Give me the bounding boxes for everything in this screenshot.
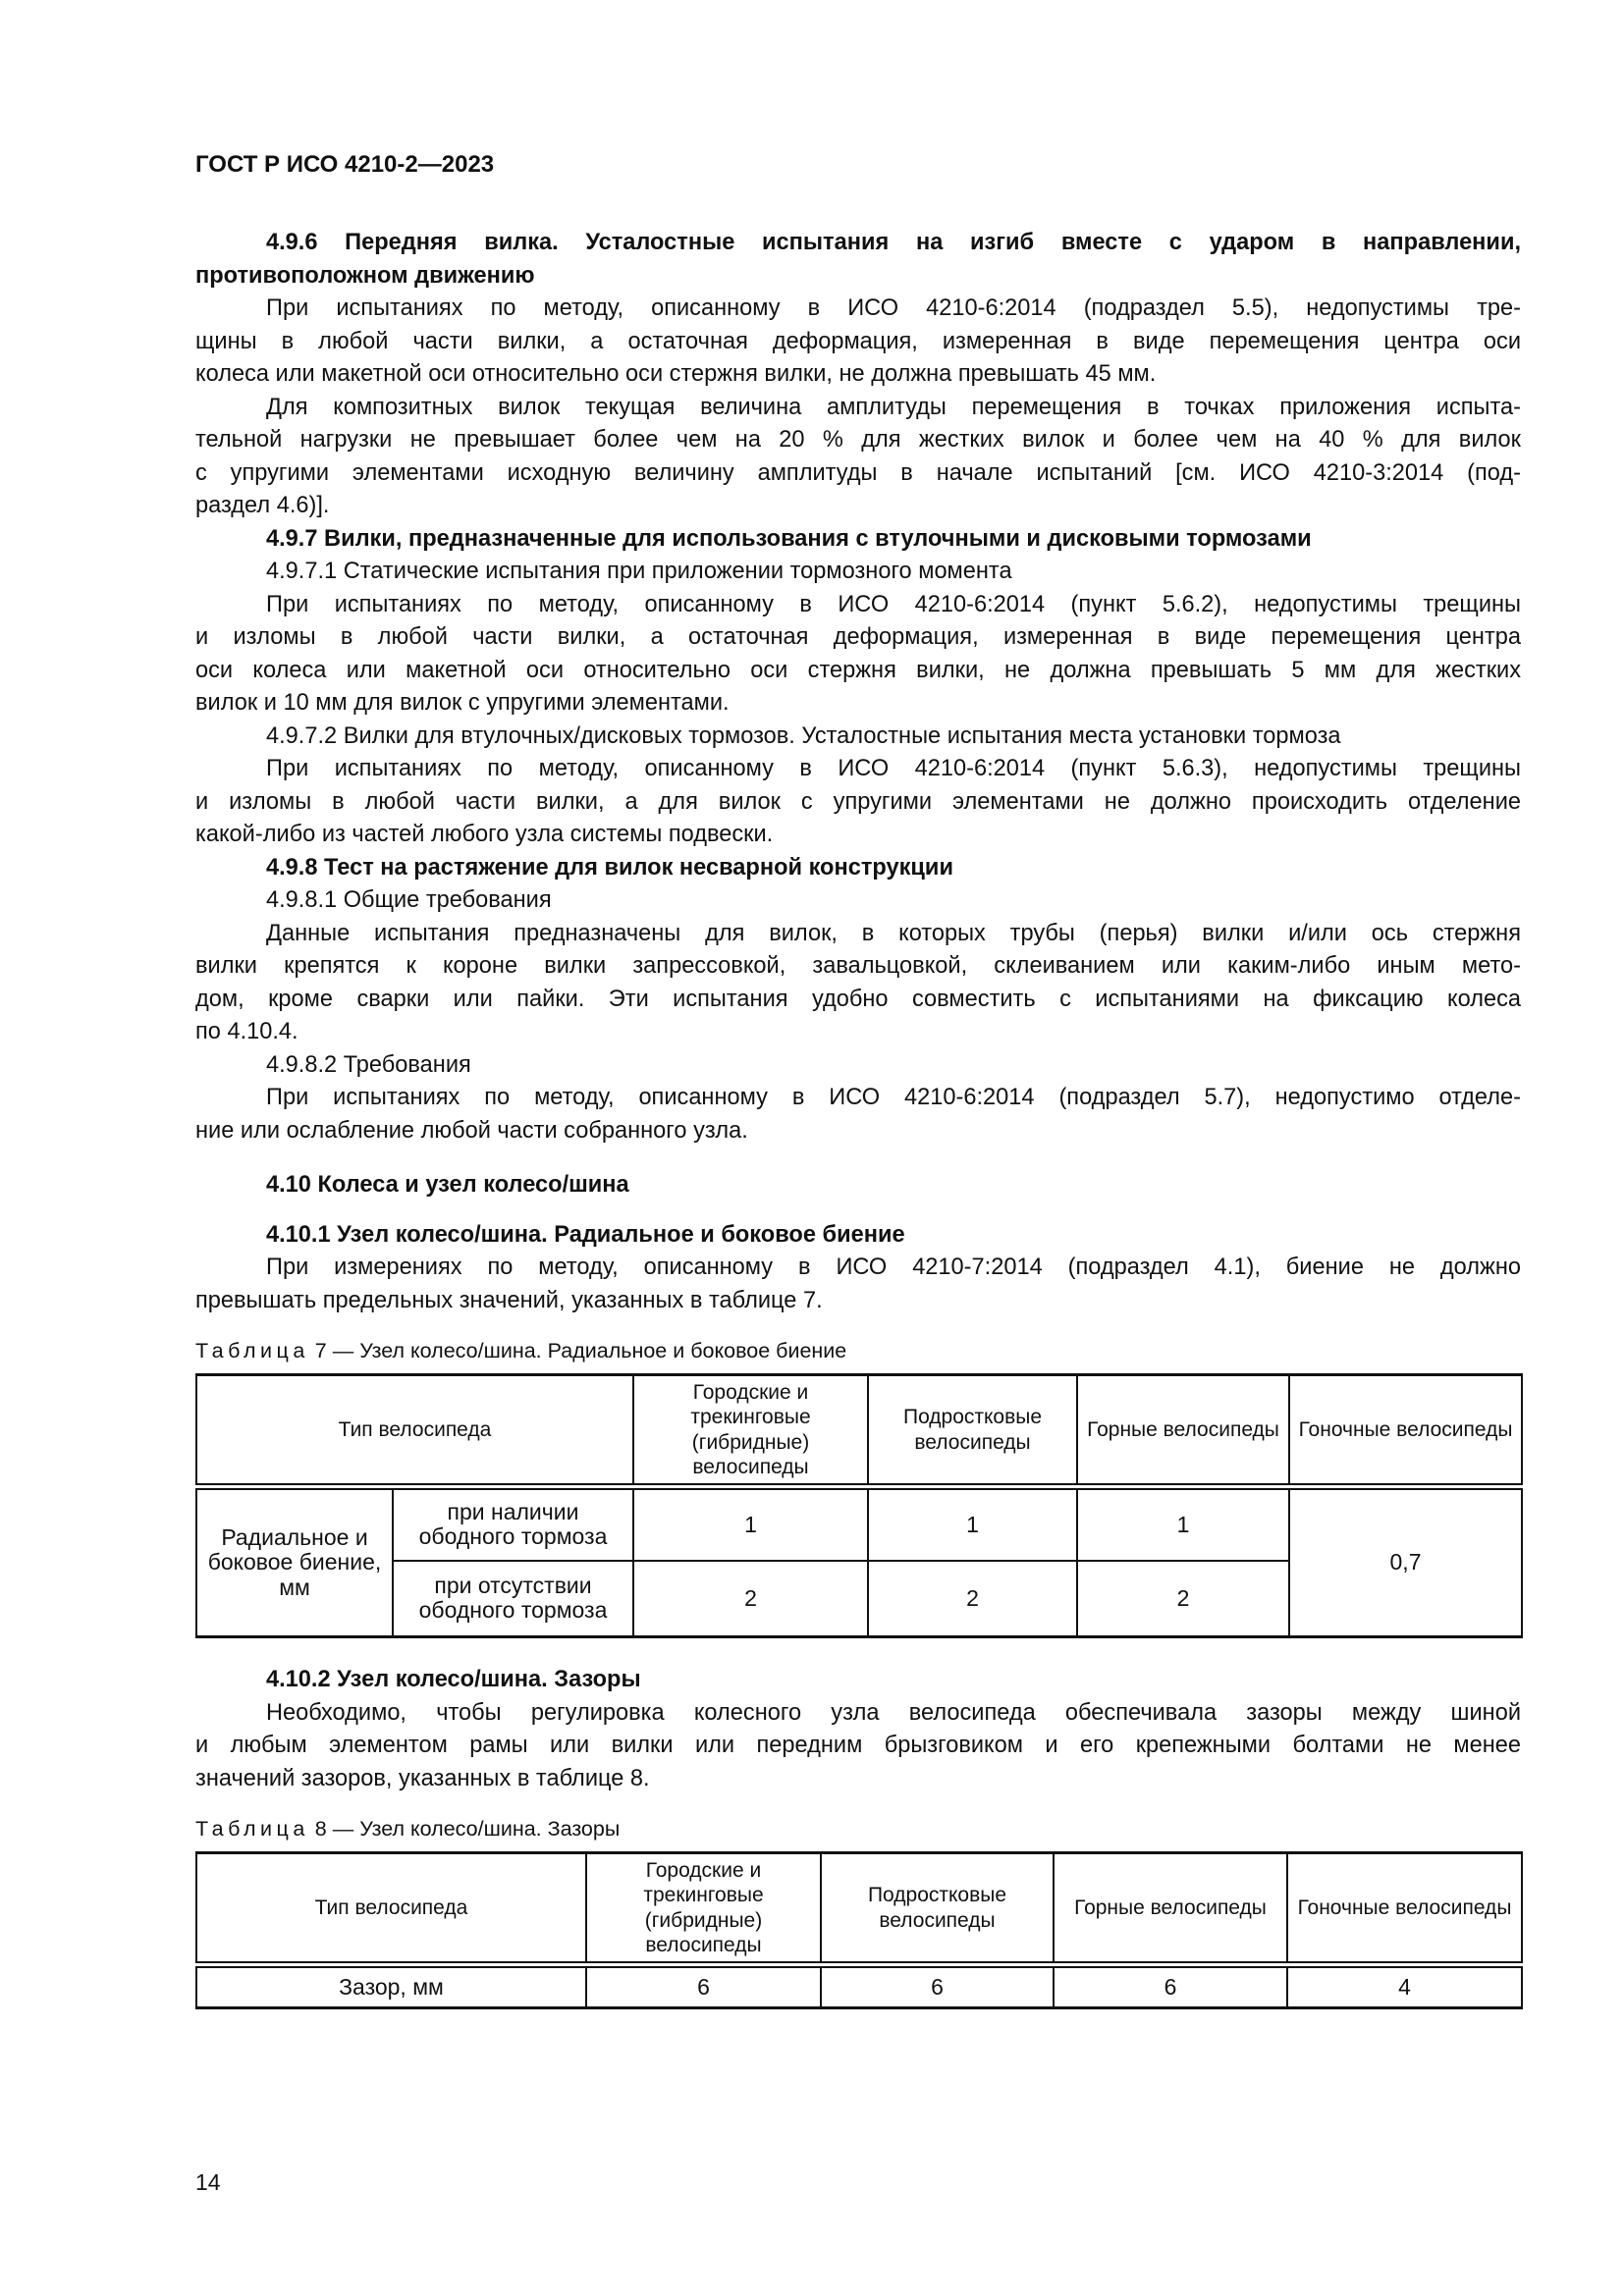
text-line: 4.9.8.2 Требования — [266, 1051, 471, 1078]
column-header: Гоночные велосипеды — [1287, 1853, 1522, 1965]
text-line: 4.9.6 Передняя вилка. Усталостные испытания на изгиб вместе с ударом в направлении, — [266, 230, 1521, 255]
text-line: дом, кроме сварки или пайки. Эти испытания удобно совместить с испытаниями на фиксацию колеса — [195, 986, 1521, 1012]
value-cell: 6 — [586, 1965, 821, 2008]
text-line: по 4.10.4. — [195, 1019, 298, 1044]
heading-4-9-6 — [195, 227, 1521, 293]
paragraph — [195, 918, 1521, 1049]
table-7-runout — [195, 1373, 1523, 1638]
column-header: Городские и трекинговые (гибридные) велосипеды — [633, 1375, 868, 1487]
table-row — [196, 1487, 1522, 1561]
heading-4-10-1 — [195, 1219, 1521, 1253]
text-line: тельной нагрузки не превышает более чем на 20 % для жестких вилок и более чем на 40 % для вилок — [195, 427, 1521, 453]
text-line: 4.10.1 Узел колесо/шина. Радиальное и боковое биение — [266, 1221, 905, 1248]
text-line: с упругими элементами исходную величину амплитуды в начале испытаний [см. ИСО 4210-3:2014 (под- — [195, 459, 1521, 486]
table-label: Таблица — [195, 1339, 309, 1362]
table-8-clearances — [195, 1851, 1523, 2009]
text-line: раздел 4.6)]. — [195, 493, 330, 518]
text-line: Необходимо, чтобы регулировка колесного узла велосипеда обеспечивала зазоры между шиной — [266, 1699, 1521, 1726]
table-title: 7 — Узел колесо/шина. Радиальное и боковое биение — [308, 1339, 847, 1362]
column-header: Горные велосипеды — [1077, 1375, 1289, 1487]
text-line: 4.10 Колеса и узел колесо/шина — [266, 1172, 629, 1198]
table-label: Таблица — [195, 1817, 309, 1841]
text-line: При испытаниях по методу, описанному в ИСО 4210-6:2014 (пункт 5.6.3), недопустимы трещины — [266, 756, 1521, 781]
column-header: Подростковые велосипеды — [821, 1853, 1054, 1965]
text-line: ние или ослабление любой части собранного узла. — [195, 1117, 748, 1144]
text-line: 4.9.7 Вилки, предназначенные для использования с втулочными и дисковыми тормозами — [266, 525, 1312, 552]
text-line: 4.9.8.1 Общие требования — [266, 887, 552, 913]
text-line: Данные испытания предназначены для вилок, в которых трубы (перья) вилки и/или ось стержня — [266, 920, 1521, 946]
subheading-4-9-8-2 — [195, 1049, 1521, 1083]
value-cell: 2 — [868, 1561, 1077, 1637]
value-cell: 6 — [821, 1965, 1054, 2008]
heading-4-9-7 — [195, 523, 1521, 557]
text-line: При испытаниях по методу, описанному в ИСО 4210-6:2014 (подраздел 5.7), недопустимо отделе- — [266, 1085, 1521, 1110]
text-line: При испытаниях по методу, описанному в ИСО 4210-6:2014 (пункт 5.6.2), недопустимы трещины — [266, 591, 1521, 617]
table-7-caption — [195, 1334, 1521, 1367]
paragraph — [195, 1082, 1521, 1148]
text-line: и изломы в любой части вилки, а для вилок с упругими элементами не должно происходить отделение — [195, 788, 1521, 815]
text-line: щины в любой части вилки, а остаточная деформация, измеренная в виде перемещения центра оси — [195, 328, 1521, 354]
subheading-4-9-7-2 — [195, 721, 1521, 754]
table-8-caption — [195, 1812, 1521, 1845]
text-line: колеса или макетной оси относительно оси стержня вилки, не должна превышать 45 мм. — [195, 361, 1157, 387]
paragraph — [195, 589, 1521, 721]
subheading-4-9-8-1 — [195, 884, 1521, 918]
text-line: и любым элементом рамы или вилки или передним брызговиком и его крепежными болтами не менее — [195, 1733, 1521, 1758]
condition-cell: при наличии ободного тормоза — [393, 1487, 633, 1561]
document-header: ГОСТ Р ИСО 4210-2—2023 — [195, 151, 495, 178]
text-line: При измерениях по методу, описанному в ИСО 4210-7:2014 (подраздел 4.1), биение не должно — [266, 1255, 1521, 1280]
heading-4-10 — [195, 1169, 1521, 1202]
column-header: Тип велосипеда — [196, 1853, 586, 1965]
text-line: 4.9.7.2 Вилки для втулочных/дисковых тормозов. Усталостные испытания места установки тормоза — [266, 722, 1341, 749]
paragraph — [195, 392, 1521, 523]
column-header: Городские и трекинговые (гибридные) велосипеды — [586, 1853, 821, 1965]
paragraph — [195, 1252, 1521, 1317]
text-line: какой-либо из частей любого узла системы подвески. — [195, 822, 774, 847]
text-line: 4.10.2 Узел колесо/шина. Зазоры — [266, 1667, 641, 1692]
column-header: Подростковые велосипеды — [868, 1375, 1077, 1487]
racing-value-cell: 0,7 — [1289, 1487, 1522, 1637]
column-header: Тип велосипеда — [196, 1375, 633, 1487]
row-label: Зазор, мм — [196, 1965, 586, 2008]
condition-cell: при отсутствии ободного тормоза — [393, 1561, 633, 1637]
value-cell: 1 — [868, 1487, 1077, 1561]
paragraph — [195, 1697, 1521, 1796]
table-title: 8 — Узел колесо/шина. Зазоры — [308, 1817, 621, 1841]
text-line: вилки крепятся к короне вилки запрессовкой, завальцовкой, склеиванием или каким-либо иным мето- — [195, 953, 1521, 979]
text-line: значений зазоров, указанных в таблице 8. — [195, 1765, 650, 1791]
page-content — [195, 227, 1521, 2009]
text-line: вилок и 10 мм для вилок с упругими элементами. — [195, 690, 730, 716]
text-line: 4.9.7.1 Статические испытания при приложении тормозного момента — [266, 559, 1012, 584]
value-cell: 2 — [1077, 1561, 1289, 1637]
value-cell: 4 — [1287, 1965, 1522, 2008]
heading-4-10-2 — [195, 1664, 1521, 1697]
column-header: Гоночные велосипеды — [1289, 1375, 1522, 1487]
heading-4-9-8 — [195, 852, 1521, 885]
value-cell: 1 — [1077, 1487, 1289, 1561]
text-line: Для композитных вилок текущая величина амплитуды перемещения в точках приложения испыта- — [266, 394, 1521, 420]
value-cell: 2 — [633, 1561, 868, 1637]
row-label: Радиальное и боковое биение, мм — [196, 1487, 393, 1637]
text-line: При испытаниях по методу, описанному в ИСО 4210-6:2014 (подраздел 5.5), недопустимы тре- — [266, 295, 1521, 321]
paragraph — [195, 293, 1521, 392]
table-row — [196, 1965, 1522, 2008]
text-line: оси колеса или макетной оси относительно оси стержня вилки, не должна превышать 5 мм для жестких — [195, 657, 1521, 683]
text-line: 4.9.8 Тест на растяжение для вилок несварной конструкции — [266, 854, 953, 881]
text-line: и изломы в любой части вилки, а остаточная деформация, измеренная в виде перемещения центра — [195, 624, 1521, 650]
value-cell: 6 — [1054, 1965, 1287, 2008]
value-cell: 1 — [633, 1487, 868, 1561]
paragraph — [195, 753, 1521, 852]
text-line: превышать предельных значений, указанных в таблице 7. — [195, 1287, 823, 1313]
page-number: 14 — [195, 2169, 221, 2195]
text-line: противоположном движению — [195, 262, 535, 289]
column-header: Горные велосипеды — [1054, 1853, 1287, 1965]
subheading-4-9-7-1 — [195, 556, 1521, 589]
